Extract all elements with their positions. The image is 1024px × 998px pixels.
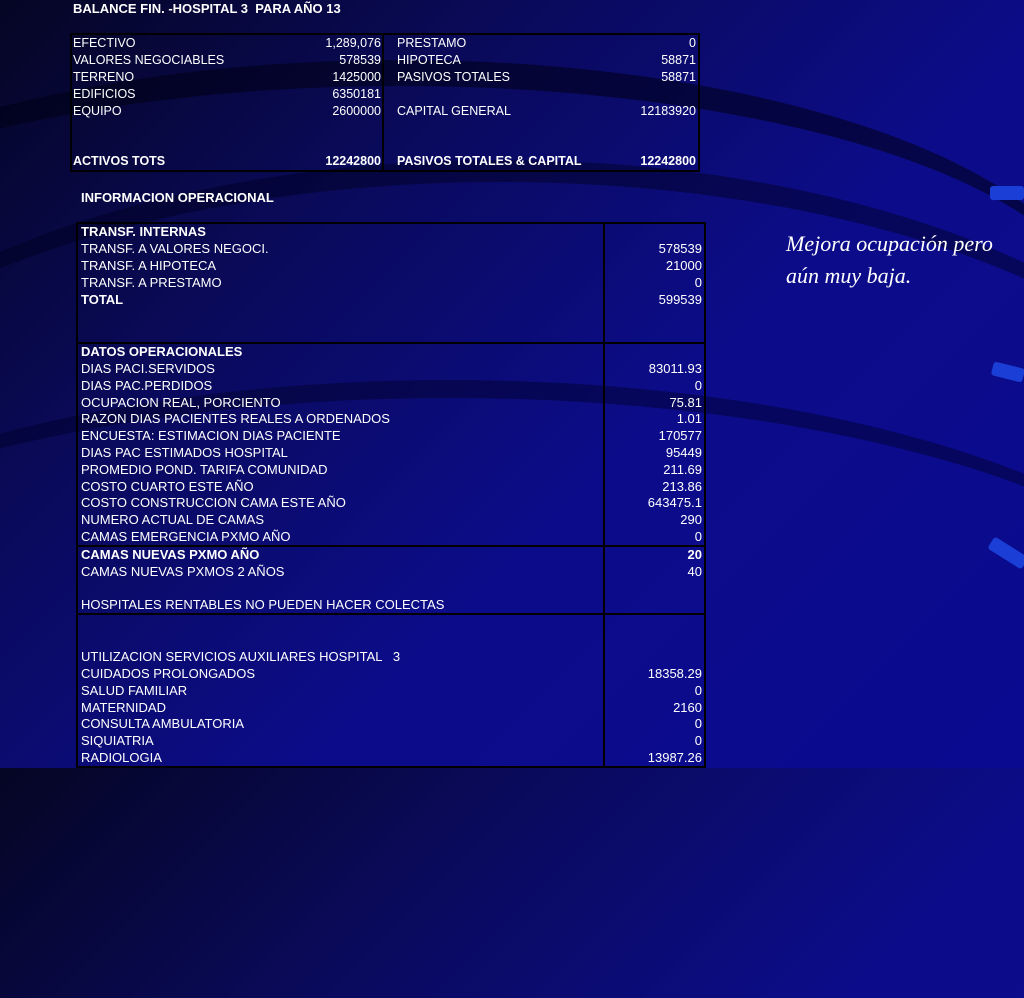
auxiliary-row-label: CONSULTA AMBULATORIA [81,716,245,732]
beds-row-value: 20 [687,547,702,562]
asset-row-label: TERRENO [73,70,135,84]
operational-heading: INFORMACION OPERACIONAL [81,190,274,205]
asset-row-value: 2600000 [332,104,381,118]
transfer-row-value: 578539 [658,241,702,256]
liabilities-total-value: 12242800 [640,154,696,168]
operational-row-label: COSTO CUARTO ESTE AÑO [81,478,254,494]
transfers-total-value: 599539 [658,292,702,307]
asset-row-value: 578539 [339,53,381,67]
auxiliary-row-value: 18358.29 [647,666,702,681]
operational-row-label: ENCUESTA: ESTIMACION DIAS PACIENTE [81,428,341,444]
capital-label: CAPITAL GENERAL [397,104,511,118]
section-divider [76,613,706,615]
accent-swoosh [991,361,1024,382]
operational-row-value: 211.69 [663,461,702,477]
operational-row-value: 0 [694,529,702,544]
operational-row-value: 83011.93 [648,361,702,376]
asset-row-value: 1,289,076 [325,36,381,50]
transfer-row-label: TRANSF. A PRESTAMO [81,275,222,290]
auxiliary-row-value: 0 [694,733,702,749]
operational-row-label: CAMAS EMERGENCIA PXMO AÑO [81,529,291,544]
asset-row-label: EDIFICIOS [73,87,136,101]
auxiliary-row-value: 13987.26 [647,750,702,765]
auxiliary-row-value: 0 [694,716,702,732]
liability-row-label: HIPOTECA [397,53,461,67]
auxiliary-row-label: SIQUIATRIA [81,733,154,749]
operational-row-value: 290 [680,512,702,528]
assets-total-value: 12242800 [325,154,381,168]
assets-total-label: ACTIVOS TOTS [73,154,166,168]
operational-row-label: DIAS PAC ESTIMADOS HOSPITAL [81,445,288,460]
comment-text: Mejora ocupación pero aún muy baja. [786,231,993,288]
operational-row-value: 643475.1 [647,495,702,511]
transfer-row-value: 21000 [665,258,702,273]
operational-row-value: 1.01 [676,411,702,427]
operational-row-label: OCUPACION REAL, PORCIENTO [81,394,281,410]
auxiliary-row-label: CUIDADOS PROLONGADOS [81,666,256,681]
transfer-row-label: TRANSF. A VALORES NEGOCI. [81,241,269,256]
asset-row-label: VALORES NEGOCIABLES [73,53,225,67]
beds-note: HOSPITALES RENTABLES NO PUEDEN HACER COLECTAS [81,597,445,612]
operational-row-value: 75.81 [669,394,702,410]
beds-row-label: CAMAS NUEVAS PXMO AÑO [81,547,260,562]
transfer-row-value: 0 [694,275,702,290]
beds-row-value: 40 [687,564,702,579]
liability-row-label: PRESTAMO [397,36,467,50]
transfers-heading: TRANSF. INTERNAS [81,224,206,239]
auxiliary-row-label: RADIOLOGIA [81,750,162,765]
asset-row-label: EQUIPO [73,104,122,118]
auxiliary-row-label: MATERNIDAD [81,699,166,715]
liability-row-label: PASIVOS TOTALES [397,70,511,84]
accent-swoosh [990,186,1024,200]
page-title: BALANCE FIN. -HOSPITAL 3 PARA AÑO 13 [73,1,341,16]
transfers-total-label: TOTAL [81,292,124,307]
auxiliary-row-value: 2160 [673,699,702,715]
liability-row-value: 58871 [661,70,696,84]
transfer-row-label: TRANSF. A HIPOTECA [81,258,217,273]
capital-value: 12183920 [640,104,696,118]
operational-row-label: DIAS PACI.SERVIDOS [81,361,215,376]
beds-row-label: CAMAS NUEVAS PXMOS 2 AÑOS [81,564,285,579]
auxiliary-row-value: 0 [694,682,702,698]
liability-row-value: 58871 [661,53,696,67]
operational-row-label: RAZON DIAS PACIENTES REALES A ORDENADOS [81,411,390,427]
operational-row-value: 95449 [665,445,702,460]
operational-row-value: 0 [694,377,702,393]
operational-data-heading: DATOS OPERACIONALES [81,344,243,359]
auxiliary-heading: UTILIZACION SERVICIOS AUXILIARES HOSPITAL 3 [81,649,401,664]
balance-divider [382,33,384,172]
operational-row-label: PROMEDIO POND. TARIFA COMUNIDAD [81,461,328,477]
operational-row-label: NUMERO ACTUAL DE CAMAS [81,512,264,528]
auxiliary-row-label: SALUD FAMILIAR [81,682,188,698]
operational-row-label: COSTO CONSTRUCCION CAMA ESTE AÑO [81,495,346,511]
operational-row-value: 213.86 [662,478,702,494]
accent-swoosh [987,536,1024,569]
operational-divider [603,222,605,768]
operational-row-label: DIAS PAC.PERDIDOS [81,377,213,393]
asset-row-value: 1425000 [332,70,381,84]
liability-row-value: 0 [689,36,696,50]
asset-row-value: 6350181 [332,87,381,101]
operational-row-value: 170577 [658,428,702,444]
liabilities-total-label: PASIVOS TOTALES & CAPITAL [397,154,582,168]
asset-row-label: EFECTIVO [73,36,136,50]
